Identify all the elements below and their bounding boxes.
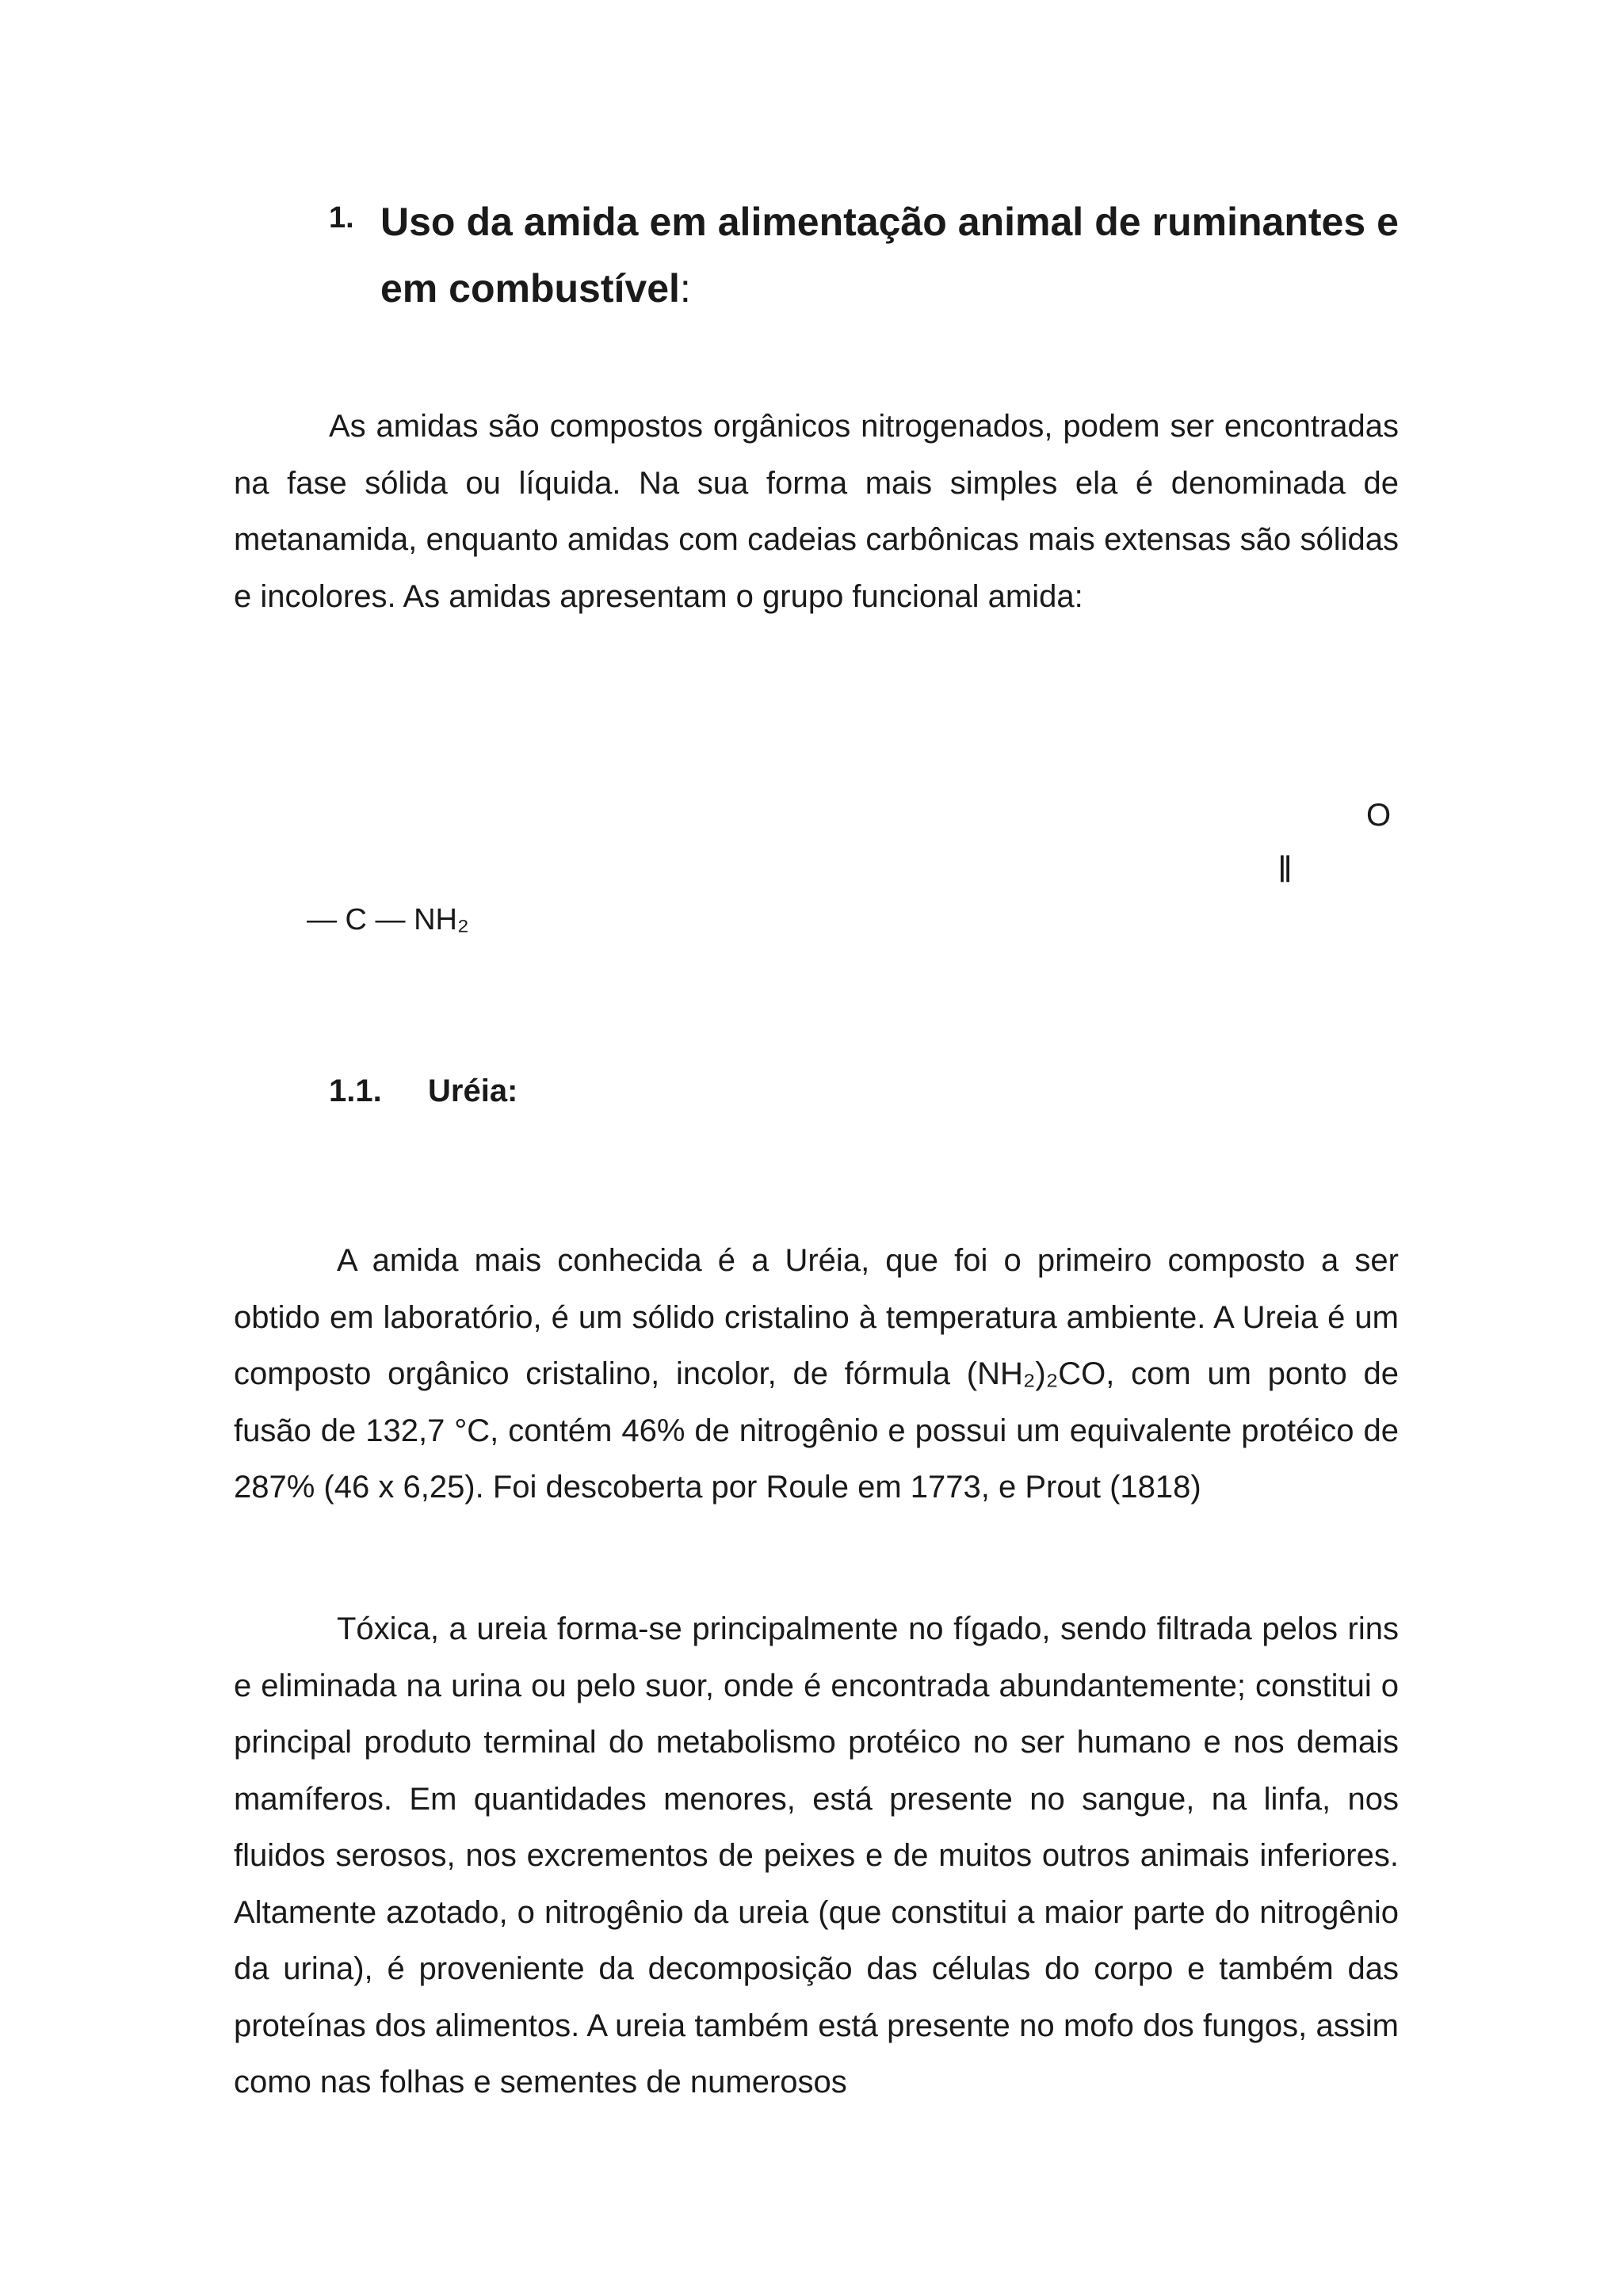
section-1-title-block bbox=[380, 189, 1399, 322]
paragraph-3-text: Tóxica, a ureia forma-se principalmente no fígado, sendo filtrada pelos rins e eliminada na urina ou pelo suor, onde é encontrada abundantemente; constitui o principal produto terminal do metabolismo protéico no ser humano e nos demais mamíferos. Em quantidades menores, está presente no sangue, na linfa, nos fluidos serosos, nos excrementos de peixes e de muitos outros animais inferiores. Altamente azotado, o nitrogênio da ureia (que constitui a maior parte do nitrogênio da urina), é proveniente da decomposição das células do corpo e também das proteínas dos alimentos. A ureia também está presente no mofo dos fungos, assim como nas folhas e sementes de numerosos bbox=[234, 1611, 1399, 2100]
paragraph-1-text: As amidas são compostos orgânicos nitrogenados, podem ser encontradas na fase sólida ou líquida. Na sua forma mais simples ela é denominada de metanamida, enquanto amidas com cadeias carbônicas mais extensas são sólidas e incolores. As amidas apresentam o grupo funcional amida: bbox=[234, 409, 1399, 614]
section-1-title: Uso da amida em alimentação animal de ruminantes e em combustível bbox=[380, 200, 1399, 311]
paragraph-toxica bbox=[234, 1601, 1399, 2111]
section-1-1-title: Uréia: bbox=[428, 1074, 518, 1108]
formula-oxygen: O bbox=[1366, 798, 1392, 833]
paragraph-2-text: A amida mais conhecida é a Uréia, que foi o primeiro composto a ser obtido em laboratório, é um sólido cristalino à temperatura ambiente. A Ureia é um composto orgânico cristalino, incolor, de fórmula (NH₂)₂CO, com um ponto de fusão de 132,7 °C, contém 46% de nitrogênio e possui um equivalente protéico de 287% (46 x 6,25). Foi descoberta por Roule em 1773, e Prout (1818) bbox=[234, 1243, 1399, 1505]
paragraph-ureia bbox=[234, 1233, 1399, 1516]
formula-double-bond: ‖ bbox=[1277, 849, 1293, 890]
section-1-number: 1. bbox=[329, 201, 354, 235]
section-1-1-number: 1.1. bbox=[329, 1074, 382, 1108]
formula-amide-group: — C — NH₂ bbox=[307, 903, 469, 936]
section-1-colon: : bbox=[679, 266, 691, 311]
paragraph-amidas-intro bbox=[234, 399, 1399, 625]
